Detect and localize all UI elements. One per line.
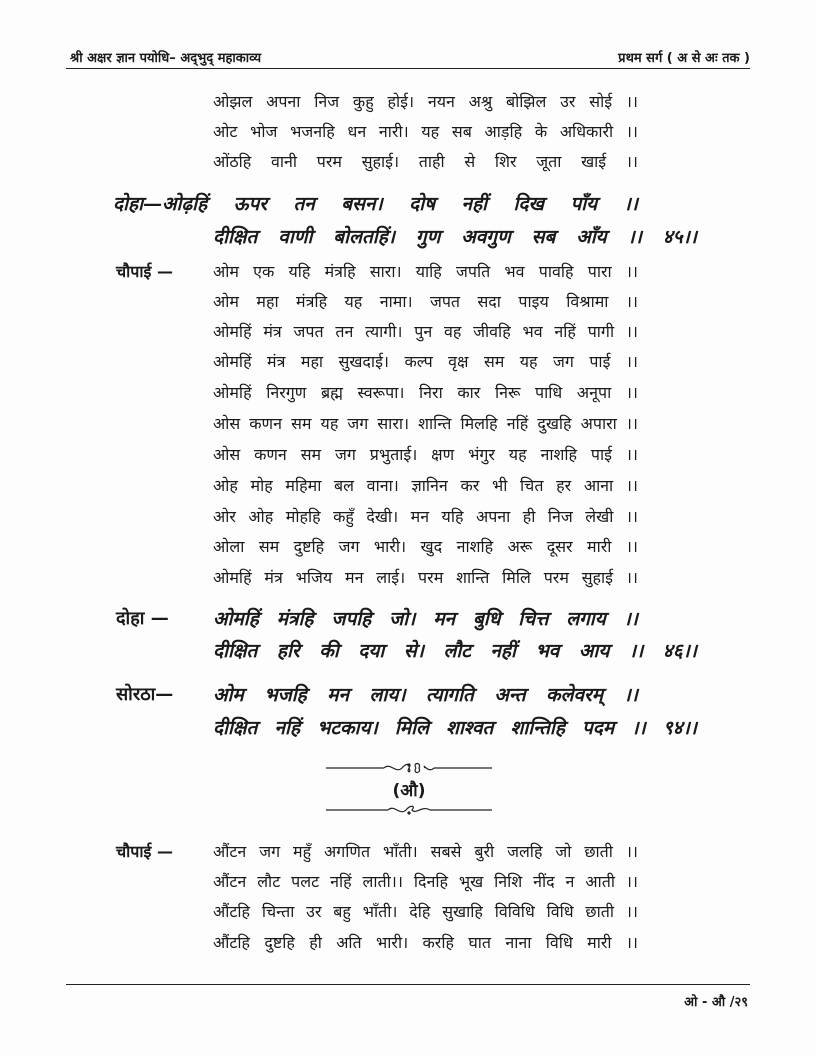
verse-line: ओमहिं मंत्र भजिय मन लाई। परम शान्ति मिलि परम सुहाई ।। (213, 568, 638, 587)
verse-line: ओह मोह महिमा बल वाना। ज्ञानिन कर भी चित हर आना ।। (213, 476, 638, 495)
chapter-title: प्रथम सर्ग ( अ से अः तक ) (618, 51, 750, 66)
soratha-line: ओम भजहि मन लाय। त्यागति अन्त कलेवरम् ।। (213, 684, 638, 706)
verse-line: ओट भोज भजनहि धन नारी। यह सब आड़हि के अधिकारी ।। (213, 122, 638, 141)
verse-line: ओस कणन सम यह जग सारा। शान्ति मिलहि नहिं दुखहि अपारा ।। (213, 414, 638, 433)
chaupai-label: चौपाई — (116, 262, 173, 281)
doha-line: दीक्षित वाणी बोलतहिं। गुण अवगुण सब आँय ।। ४५।। (213, 226, 697, 248)
verse-line: ओम महा मंत्रहि यह नामा। जपत सदा पाइय विश्रामा ।। (213, 292, 638, 311)
ornament-divider-bottom (326, 803, 492, 817)
header-rule (66, 68, 750, 69)
verse-line: औंटहि चिन्ता उर बहु भाँती। देहि सुखाहि विविधि विधि छाती ।। (213, 902, 638, 921)
verse-line: ओला सम दुष्टहि जग भारी। खुद नाशहि अरू दूसर मारी ।। (213, 537, 638, 556)
verse-line: ओम एक यहि मंत्रहि सारा। याहि जपति भव पावहि पारा ।। (213, 262, 638, 281)
section-title: (औ) (392, 781, 426, 801)
page-number: ओ - औ /२९ (684, 995, 748, 1010)
verse-line: औंटन लौट पलट नहिं लाती।। दिनहि भूख निशि नींद न आती ।। (213, 872, 638, 891)
verse-line: ओमहिं मंत्र जपत तन त्यागी। पुन वह जीवहि भव नहिं पागी ।। (213, 322, 638, 341)
doha-label: दोहा — (116, 608, 169, 629)
footer-rule (66, 984, 750, 985)
verse-line: ओमहिं मंत्र महा सुखदाई। कल्प वृक्ष सम यह जग पाई ।। (213, 352, 638, 371)
doha-line: ओमहिं मंत्रहि जपहि जो। मन बुधि चित्त लगाय ।। (213, 608, 638, 630)
doha-label: दोहा— (113, 193, 163, 215)
verse-line: ओमहिं निरगुण ब्रह्म स्वरूपा। निरा कार निरू पाधि अनूपा ।। (213, 383, 638, 402)
chaupai-label: चौपाई — (116, 842, 173, 861)
verse-line: ओस कणन सम जग प्रभुताई। क्षण भंगुर यह नाशहि पाई ।। (213, 445, 638, 464)
verse-line: औंटन जग महुँ अगणित भाँती। सबसे बुरी जलहि जो छाती ।। (213, 842, 638, 861)
running-header (70, 48, 750, 70)
soratha-label: सोरठा— (116, 684, 174, 705)
doha-line: दीक्षित हरि की दया से। लौट नहीं भव आय ।। ४६।। (213, 640, 697, 662)
ornament-divider-top (326, 761, 492, 775)
verse-line: ओंठहि वानी परम सुहाई। ताही से शिर जूता खाई ।। (213, 152, 638, 171)
verse-line: ओर ओह मोहहि कहुँ देखी। मन यहि अपना ही निज लेखी ।। (213, 507, 638, 526)
doha-line: दोहा—ओढ़हिं ऊपर तन बसन। दोष नहीं दिख पाँय ।। (113, 193, 638, 215)
book-title: श्री अक्षर ज्ञान पयोधि– अद्‌भुद्‌ महाकाव्य (70, 51, 262, 66)
soratha-line: दीक्षित नहिं भटकाय। मिलि शाश्वत शान्तिहि पदम ।। ९४।। (213, 717, 697, 739)
verse-line: ओझल अपना निज कुहु होई। नयन अश्रु बोझिल उर सोई ।। (213, 92, 638, 111)
verse-line: औंटहि दुष्टहि ही अति भारी। करहि घात नाना विधि मारी ।। (213, 933, 638, 952)
